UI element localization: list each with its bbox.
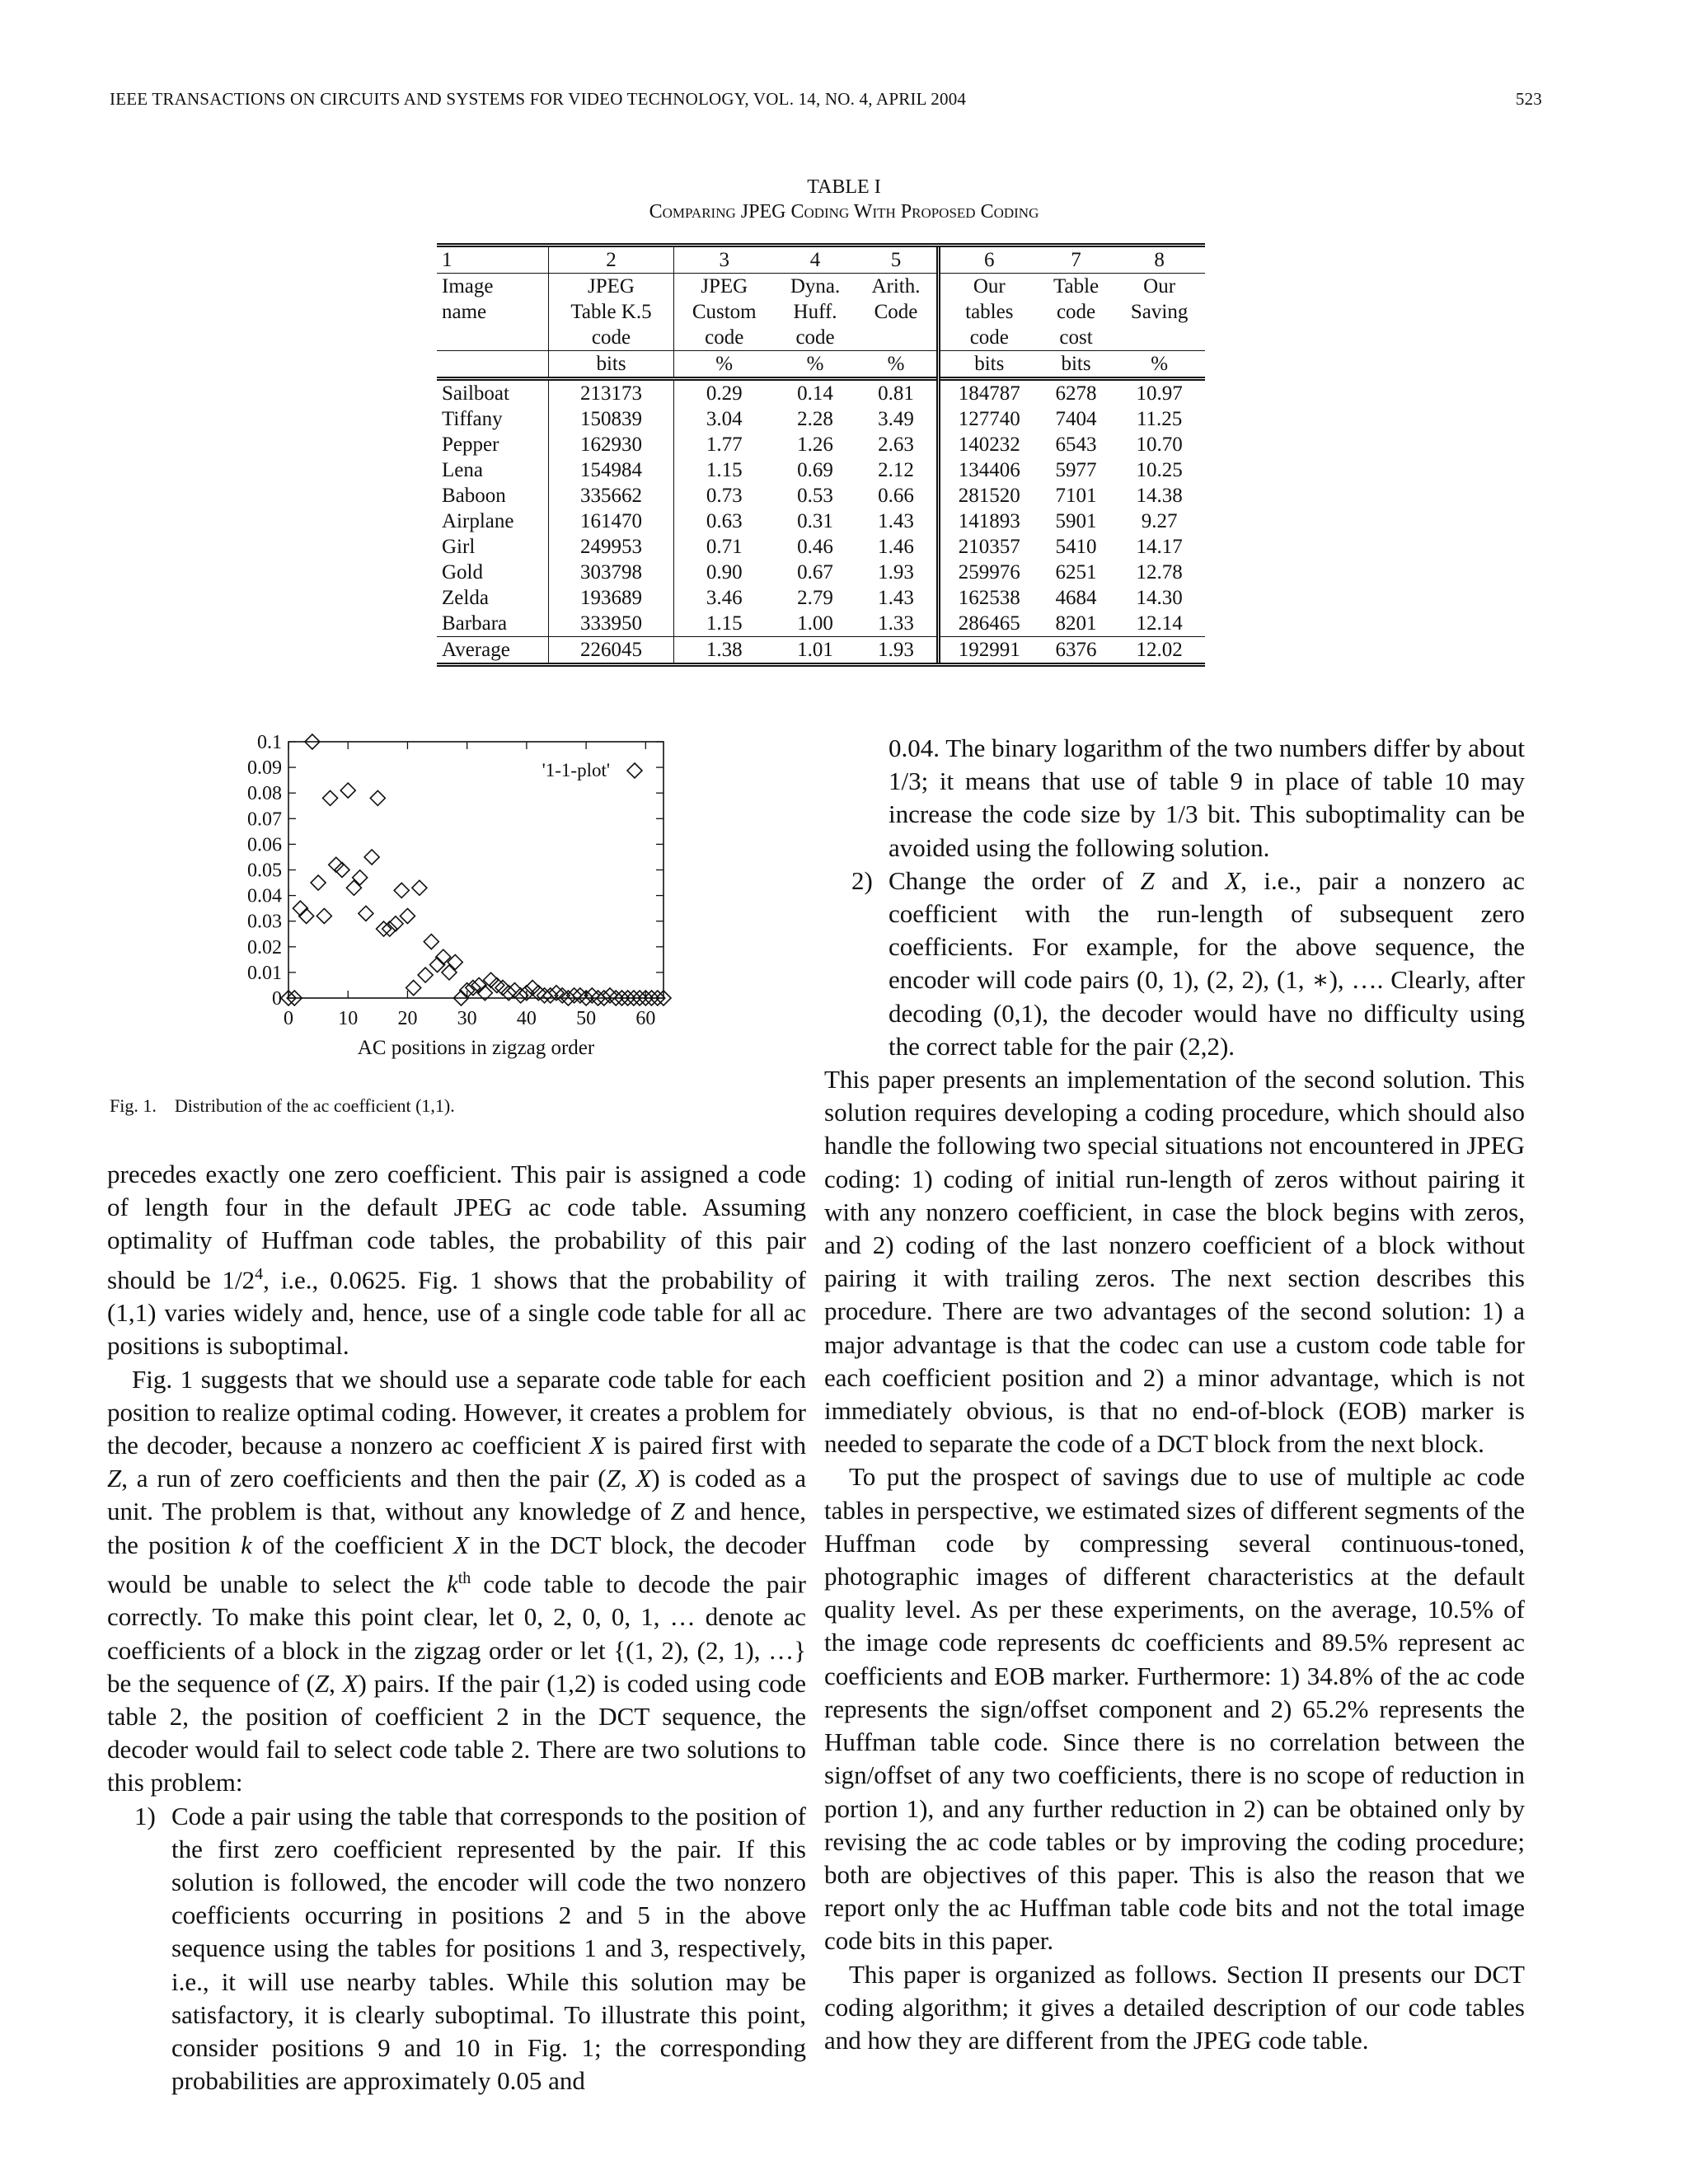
table-cell: JPEG [673, 274, 775, 300]
table-cell: 4684 [1055, 587, 1097, 609]
table-cell: code [673, 325, 775, 351]
table-cell: 1.33 [878, 612, 914, 635]
data-point [603, 988, 617, 1003]
comparison-table [437, 243, 1205, 667]
table-cell: Airplane [442, 510, 514, 532]
table-cell: 1.43 [878, 510, 914, 532]
table-units-row [437, 351, 1205, 379]
table-cell: 335662 [549, 483, 673, 509]
data-point [412, 880, 427, 895]
table-title: Comparing JPEG Coding With Proposed Coding [649, 201, 1039, 223]
data-point [400, 908, 415, 923]
data-point [335, 863, 349, 878]
table-row [437, 432, 1205, 457]
table-cell: 162930 [549, 432, 673, 457]
table-cell: 140232 [938, 432, 1039, 457]
table-cell: 0.14 [775, 379, 856, 407]
data-point [370, 790, 385, 805]
table-cell: 5410 [1055, 536, 1097, 558]
table-average-row [437, 637, 1205, 665]
table-cell: 0.31 [797, 510, 833, 532]
table-cell: Baboon [442, 485, 506, 507]
x-tick-label: 10 [338, 1008, 359, 1029]
data-point [382, 921, 397, 936]
table-cell: 249953 [549, 534, 673, 560]
table-cell: JPEG [549, 274, 673, 300]
table-cell: Average [437, 637, 549, 665]
table-cell: % [775, 351, 856, 379]
table-cell: 162538 [938, 585, 1039, 611]
list-item-text: Change the order of Z and X, i.e., pair a nonzero ac coefficient with the run-length of subsequent zero coefficients. For example, for the above sequence, the encoder will code pairs (0, 1), (2, 2), (1, ∗), …. Clearly, after decoding (0,1), the decoder would have no difficulty using the correct table for the pair (2,2). [889, 865, 1526, 1061]
table-cell: code [938, 325, 1039, 351]
table-cell: 0.90 [673, 560, 775, 585]
table-cell: Huff. [793, 301, 837, 323]
data-point [359, 906, 373, 921]
table-cell: bits [938, 351, 1039, 379]
table-cell: 4 [775, 246, 856, 274]
table-header-row [437, 274, 1205, 300]
table-cell: 259976 [938, 560, 1039, 585]
running-header [110, 89, 1542, 114]
table-cell: 1.00 [797, 612, 833, 635]
table-cell: 1.15 [673, 457, 775, 483]
table-cell: 0.29 [673, 379, 775, 407]
table-cell: 192991 [938, 637, 1039, 665]
table-cell: 1.01 [775, 637, 856, 665]
left-column [107, 1158, 806, 2097]
table-cell: 1.15 [673, 611, 775, 637]
table-row [437, 457, 1205, 483]
table-cell: 12.14 [1136, 612, 1183, 635]
table-cell: 303798 [549, 560, 673, 585]
table-header-row [437, 325, 1205, 351]
data-point [495, 981, 510, 996]
table-cell: 2.63 [878, 434, 914, 456]
table-cell: 1.93 [856, 637, 938, 665]
table-cell: 7101 [1055, 485, 1097, 507]
table-cell: 10.70 [1136, 434, 1183, 456]
table-cell: 226045 [549, 637, 673, 665]
table-cell: 6376 [1039, 637, 1114, 665]
table-cell: 7404 [1055, 408, 1097, 430]
table-cell: 5901 [1055, 510, 1097, 532]
table-cell [437, 325, 549, 351]
data-point [311, 875, 326, 890]
table-cell: 1 [437, 246, 549, 274]
table-cell: Code [874, 301, 918, 323]
data-point [346, 880, 361, 895]
table-cell [1114, 325, 1205, 351]
table-cell: % [673, 351, 775, 379]
table-cell: Our [1114, 274, 1205, 300]
table-cell: 2.28 [797, 408, 833, 430]
list-item [107, 1800, 806, 2098]
data-point [293, 901, 307, 916]
comparison-table-container [437, 243, 1205, 667]
data-point [353, 870, 368, 885]
table-cell: Saving [1130, 301, 1189, 323]
table-cell: 5 [856, 246, 938, 274]
list-item-text: 0.04. The binary logarithm of the two numbers differ by about 1/3; it means that use of table 9 in place of table 10 may increase the code size by 1/3 bit. This suboptimality can be avoided using the following solution. [889, 733, 1525, 862]
data-point [490, 977, 504, 992]
paragraph: To put the prospect of savings due to use of multiple ac code tables in perspective, we estimated sizes of different segments of the Huffman code by compressing several continuous-toned, photographic images of different characteristics at the default quality level. As per these experiments, on the average, 10.5% of the image code represents dc coefficients and 89.5% represent ac coefficients and EOB marker. Furthermore: 1) 34.8% of the ac code represents the sign/offset component and 2) 65.2% represents the Huffman table code. Since there is no correlation between the sign/offset of any two coefficients, there is no scope of reduction in portion 1), and any further reduction in 2) can be obtained only by revising the ac code tables or by improving the coding procedure; both are objectives of this paper. This is also the reason that we report only the ac Huffman table code bits and not the total image code bits in this paper. [824, 1462, 1525, 1956]
figure-1 [231, 724, 692, 1078]
page-number: 523 [1515, 89, 1542, 109]
scatter-chart [231, 724, 692, 1078]
list-item-continuation [824, 732, 1525, 865]
table-row [437, 379, 1205, 407]
table-cell: 0.53 [797, 485, 833, 507]
table-cell: bits [549, 351, 673, 379]
table-cell: cost [1059, 326, 1093, 349]
table-cell: Zelda [442, 587, 489, 609]
table-cell: 3.04 [673, 406, 775, 432]
data-point [513, 988, 528, 1003]
table-cell: 134406 [938, 457, 1039, 483]
x-tick-label: 20 [397, 1008, 418, 1029]
data-point [316, 908, 331, 923]
table-cell: 0.67 [797, 561, 833, 583]
data-point [329, 857, 344, 872]
y-tick-label: 0.02 [247, 936, 282, 958]
table-cell: 210357 [938, 534, 1039, 560]
table-row [437, 406, 1205, 432]
table-cell [437, 351, 549, 379]
table-cell: 3.46 [673, 585, 775, 611]
table-cell: 1.38 [673, 637, 775, 665]
y-tick-label: 0.05 [247, 860, 282, 882]
data-point [525, 981, 540, 996]
table-cell: 12.02 [1114, 637, 1205, 665]
table-cell: 8201 [1055, 612, 1097, 635]
table-cell: 5977 [1055, 459, 1097, 481]
y-tick-label: 0.01 [247, 962, 282, 984]
x-tick-label: 60 [635, 1008, 656, 1029]
y-tick-label: 0.08 [247, 783, 282, 805]
table-cell: code [1056, 301, 1096, 323]
table-cell: Barbara [442, 612, 508, 635]
legend-label: '1-1-plot' [542, 760, 610, 780]
x-tick-label: 50 [576, 1008, 597, 1029]
table-cell: name [442, 301, 487, 323]
data-point [442, 965, 457, 980]
table-row [437, 483, 1205, 509]
table-row [437, 534, 1205, 560]
data-point [507, 983, 522, 998]
table-cell: Pepper [442, 434, 499, 456]
table-cell: Arith. [856, 274, 938, 300]
table-column-numbers-row [437, 246, 1205, 274]
table-cell: 213173 [549, 379, 673, 407]
table-label: TABLE I [807, 176, 881, 198]
table-row [437, 611, 1205, 637]
table-cell: Gold [442, 561, 483, 583]
table-cell: bits [1039, 351, 1114, 379]
table-cell: 0.46 [797, 536, 833, 558]
table-cell [856, 325, 938, 351]
table-cell: 281520 [938, 483, 1039, 509]
table-cell: % [856, 351, 938, 379]
table-cell: 6543 [1055, 434, 1097, 456]
table-cell: Sailboat [437, 379, 549, 407]
table-cell: code [795, 326, 835, 349]
data-point [340, 783, 355, 798]
data-point [424, 935, 438, 949]
table-cell: 0.81 [856, 379, 938, 407]
table-cell: 3 [673, 246, 775, 274]
y-tick-label: 0 [272, 988, 282, 1010]
table-cell: 7 [1039, 246, 1114, 274]
table-cell: 0.73 [673, 483, 775, 509]
data-point [406, 981, 421, 996]
paragraph: This paper presents an implementation of the second solution. This solution requires developing a coding procedure, which should also handle the following two special situations not encountered in JPEG coding: 1) coding of initial run-length of zeros without pairing it with any nonzero coefficient, in case the block begins with zeros, and 2) coding of the last nonzero coefficient of a block without pairing it with trailing zeros. The next section describes this procedure. There are two advantages of the second solution: 1) a major advantage is that the codec can use a custom code table for each coefficient position and 2) a minor advantage, which is not immediately obvious, is that no end-of-block (EOB) marker is needed to separate the code of a DCT block from the next block. [824, 1065, 1525, 1459]
table-row [437, 560, 1205, 585]
table-cell: 2.12 [878, 459, 914, 481]
table-cell: Tiffany [442, 408, 503, 430]
table-cell: 0.66 [878, 485, 914, 507]
y-tick-label: 0.03 [247, 911, 282, 933]
table-cell: 6 [938, 246, 1039, 274]
journal-header: IEEE TRANSACTIONS ON CIRCUITS AND SYSTEMS FOR VIDEO TECHNOLOGY, VOL. 14, NO. 4, APRIL 2004 [110, 89, 967, 109]
table-cell: 154984 [549, 457, 673, 483]
table-cell: Table K.5 [549, 299, 673, 325]
y-tick-label: 0.07 [247, 808, 282, 831]
table-cell: 0.71 [673, 534, 775, 560]
data-point [418, 968, 433, 982]
table-row [437, 509, 1205, 534]
table-cell: 2 [549, 246, 673, 274]
list-item-text: Code a pair using the table that corresponds to the position of the first zero coefficient represented by the pair. If this solution is followed, the encoder will code the two nonzero coefficients occurring in positions 2 and 5 in the above sequence using the tables for positions 1 and 3, respectively, i.e., it will use nearby tables. While this solution may be satisfactory, it is clearly suboptimal. To illustrate this point, consider positions 9 and 10 in Fig. 1; the corresponding probabilities are approximately 0.05 and [171, 1801, 806, 2096]
table-cell: 1.93 [878, 561, 914, 583]
table-cell: Table [1039, 274, 1114, 300]
y-tick-label: 0.04 [247, 885, 282, 907]
table-cell: Dyna. [775, 274, 856, 300]
table-cell: Image [437, 274, 549, 300]
table-cell: 9.27 [1141, 510, 1178, 532]
table-cell: 14.17 [1136, 536, 1183, 558]
y-tick-label: 0.1 [257, 732, 282, 753]
comparison-table-body [437, 246, 1205, 665]
table-cell: Our [938, 274, 1039, 300]
table-cell: 3.49 [878, 408, 914, 430]
data-point [299, 908, 314, 923]
legend-marker [627, 763, 642, 778]
table-cell: 14.30 [1136, 587, 1183, 609]
data-point [364, 850, 379, 865]
data-point [394, 883, 409, 898]
table-cell: code [549, 325, 673, 351]
table-cell: 1.46 [878, 536, 914, 558]
table-cell: tables [938, 299, 1039, 325]
y-tick-label: 0.06 [247, 834, 282, 856]
table-cell: Custom [673, 299, 775, 325]
table-cell: 14.38 [1136, 485, 1183, 507]
table-cell: Lena [442, 459, 483, 481]
table-cell: 333950 [549, 611, 673, 637]
data-point [537, 988, 552, 1003]
table-cell: 1.26 [797, 434, 833, 456]
table-cell: 6251 [1055, 561, 1097, 583]
table-cell: % [1114, 351, 1205, 379]
table-cell: 1.77 [673, 432, 775, 457]
table-cell: 127740 [938, 406, 1039, 432]
table-cell: 1.43 [878, 587, 914, 609]
table-cell: 8 [1114, 246, 1205, 274]
data-point [430, 958, 445, 972]
x-tick-label: 0 [284, 1008, 293, 1029]
table-cell: 12.78 [1136, 561, 1183, 583]
y-tick-label: 0.09 [247, 757, 282, 780]
paragraph: This paper is organized as follows. Section II presents our DCT coding algorithm; it gives a detailed description of our code tables and how they are different from the JPEG code table. [824, 1959, 1525, 2055]
table-cell: 10.25 [1136, 459, 1183, 481]
table-cell: 184787 [938, 379, 1039, 407]
table-cell: 11.25 [1136, 408, 1183, 430]
list-item [824, 865, 1525, 1063]
table-cell: Girl [442, 536, 476, 558]
table-header-row [437, 299, 1205, 325]
table-cell: 10.97 [1114, 379, 1205, 407]
table-cell: 0.69 [797, 459, 833, 481]
figure-caption: Fig. 1. Distribution of the ac coefficient (1,1). [110, 1095, 455, 1116]
x-tick-label: 30 [457, 1008, 477, 1029]
x-tick-label: 40 [516, 1008, 537, 1029]
table-cell: 193689 [549, 585, 673, 611]
table-cell: 286465 [938, 611, 1039, 637]
table-cell: 150839 [549, 406, 673, 432]
x-axis-label: AC positions in zigzag order [357, 1037, 595, 1059]
paragraph: Fig. 1 suggests that we should use a separate code table for each position to realize optimal coding. However, it creates a problem for the decoder, because a nonzero ac coefficient X is paired first with Z, a run of zero coefficients and then the pair (Z, X) is coded as a unit. The problem is that, without any knowledge of Z and hence, the position k of the coefficient X in the DCT block, the decoder would be unable to select the $k^{th}$ code table to decode the pair correctly. To make this point clear, let 0, 2, 0, 0, 1, … denote ac coefficients of a block in the zigzag order or let {(1, 2), (2, 1), …} be the sequence of (Z, X) pairs. If the pair (1,2) is coded using code table 2, the position of coefficient 2 in the DCT sequence, the decoder would fail to select code table 2. There are two solutions to this problem: [107, 1364, 807, 1797]
list-number: 2) [851, 865, 873, 895]
table-cell: 2.79 [797, 587, 833, 609]
data-point [323, 790, 338, 805]
right-column [824, 732, 1525, 2057]
table-cell: 0.63 [673, 509, 775, 534]
table-cell: 6278 [1039, 379, 1114, 407]
table-row [437, 585, 1205, 611]
table-cell: 161470 [549, 509, 673, 534]
list-number: 1) [134, 1801, 156, 1830]
table-caption [0, 175, 1688, 224]
paragraph: precedes exactly one zero coefficient. This pair is assigned a code of length four in the default JPEG ac code table. Assuming optimality of Huffman code tables, the probability of this pair should be $1/2^4$, i.e., 0.0625. Fig. 1 shows that the probability of (1,1) varies widely and, hence, use of a single code table for all ac positions is suboptimal. [107, 1160, 806, 1361]
table-cell: 141893 [938, 509, 1039, 534]
